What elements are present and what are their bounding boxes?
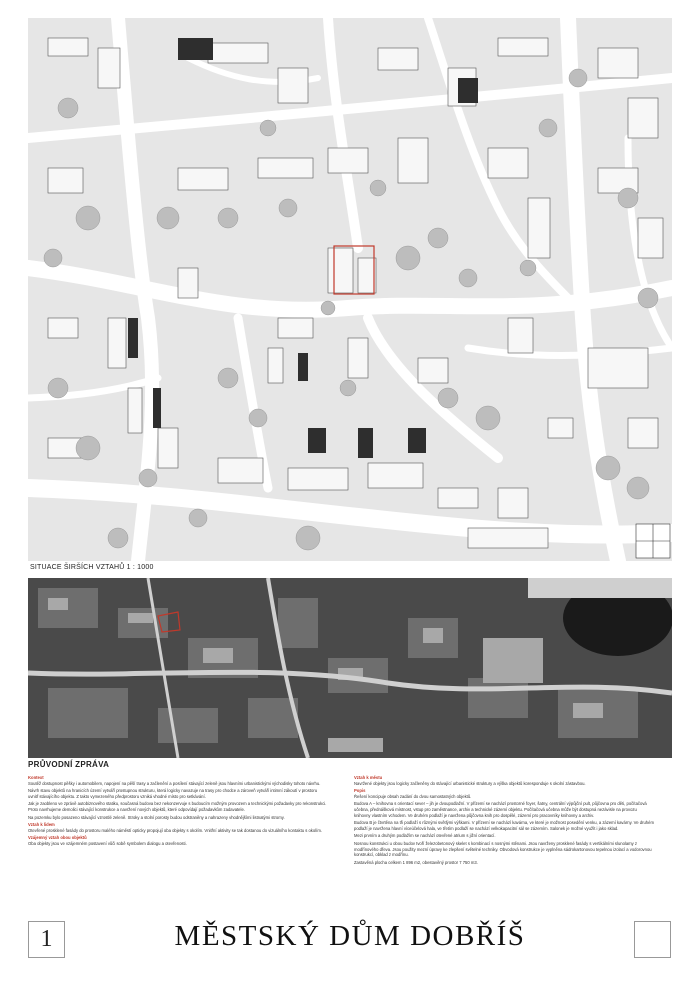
section-paragraph: Oba objekty jsou ve vzájemném postavení vůči sobě symbolem dialogu a otevřenosti. — [28, 840, 187, 846]
section-paragraph: Budova B je čtvrtěna na tři podlaží s různými světlými výškami. V přízemí se nachází kavárna, ve které je možnost posedění venku, a zázemí kavárny. Ve druhém podlaží je navržena hlavní víceúčelová hala, ve třetím podlaží se nachází velkokapacitní sál se zázemím. Salonek je možné využít i jako sklad. — [354, 820, 654, 831]
section-paragraph: Soutěž dostupnost pěšky i automobilem, napojení na pěší trasy a začlenění a posílení stávající zeleně jsou hlavními urbanistickými východisky tohoto návrhu. — [28, 780, 321, 786]
section-heading: Kontext — [28, 775, 44, 780]
report-right-column — [354, 774, 654, 867]
section-paragraph: Nosnou konstrukci u obou budov tvoří železobetonový skelet s kombinací s nosnými stěnami. Jsou navrženy prosklené fasády s vertikálními slunolamy z modřínového dřeva. Jsou použity mezní úpravy ke zlepšení světelné techniky. Obvodová konstrukce je vyplněna sádrokartonovou tepelnou izolací a vodorovnou konstrukcí, obklad z modřínu. — [354, 840, 652, 858]
section-paragraph: Zastavěná plocha celkem 1 896 m2, obestavěný prostor 7 750 m3. — [354, 859, 478, 865]
section-heading: Popis — [354, 788, 366, 794]
section-heading: Vzájemný vztah obou objektů — [28, 835, 87, 841]
report-left-column — [28, 774, 328, 849]
section-paragraph: Budova A – knihovna s orientací sever – jih je dvoupodlažní. V přízemí se nachází prostorné foyer, šatny, centrální výpůjční pult, půjčovna pro děti, počítačová učebna, přednášková místnost, vstup pro zaměstnance, archiv a technické zázemí objektu. Počítačová učebna může být dostupná nezávisle na provozu knihovny vlastním vchodem. Ve druhém podlaží je navržena půjčovna knih pro dospělé, zázemí pro pracovníky knihovny a archiv. — [354, 801, 647, 818]
section-paragraph: Na pozemku bylo posazeno stávající vzrostlé zeleně. Stroky a stolní porosty budou odstraněny a nahrazeny vhodnějšími listnatými stromy. — [28, 814, 285, 820]
sky-area — [528, 578, 672, 598]
section-paragraph: Jak je zaobleno ve zprávě autobiznového statiku, současná budova bez nekonzervuje s budoucím možným provozem a technickými požadavky pro rekonstrukci. Proto navrhujeme demolici stávající konstrukce a navržení nových objektů, které odpovídají požadavkům zadavatele. — [28, 801, 327, 812]
section-heading: Vztah k městu — [354, 775, 383, 780]
section-paragraph: Návrh stavu objektů na hranicích území vytváří prostupnou strukturu, která logicky navazuje na trasy pro chodce a zároveň vytváří intimní zákoutí v prostoru uvnitř stávajícího objektu. Z takto vymezeného předprostoru vzniká vhodné místo pro setkávání. — [28, 788, 318, 799]
north-arrow-icon — [636, 524, 670, 558]
section-paragraph: Navržené objekty jsou logicky začleněny do stávající urbanistické struktury a výška objektů koresponduje s okolní zástavbou. — [354, 780, 586, 786]
aerial-photo — [28, 578, 672, 758]
section-paragraph: Řešení koncipuje obsah zadání do dvou samostatných objektů. — [354, 793, 472, 799]
page-number: 1 — [28, 921, 65, 958]
aerial-photo-drawing — [28, 578, 672, 758]
report-section — [28, 762, 672, 912]
blank-corner-box — [634, 921, 671, 958]
site-plan-caption: SITUACE ŠIRŠÍCH VZTAHŮ 1 : 1000 — [30, 564, 154, 571]
section-paragraph: Otevřené prosklené fasády do prostoru malého náměstí opticky propojují oba objekty s okolím. Vnitřní aktivity se tak dostanou do vizuálního kontaktu s okolím. — [28, 827, 322, 833]
project-title: MĚSTSKÝ DŮM DOBŘÍŠ — [174, 920, 526, 952]
site-plan-map — [28, 18, 672, 561]
site-plan-drawing — [28, 18, 672, 561]
report-title: PRŮVODNÍ ZPRÁVA — [28, 760, 110, 769]
section-heading: Vztah k lidem — [28, 822, 55, 828]
section-paragraph: Mezi prvním a druhým podlažím se nachází otevřené atrium s jižní orientací. — [354, 833, 496, 839]
